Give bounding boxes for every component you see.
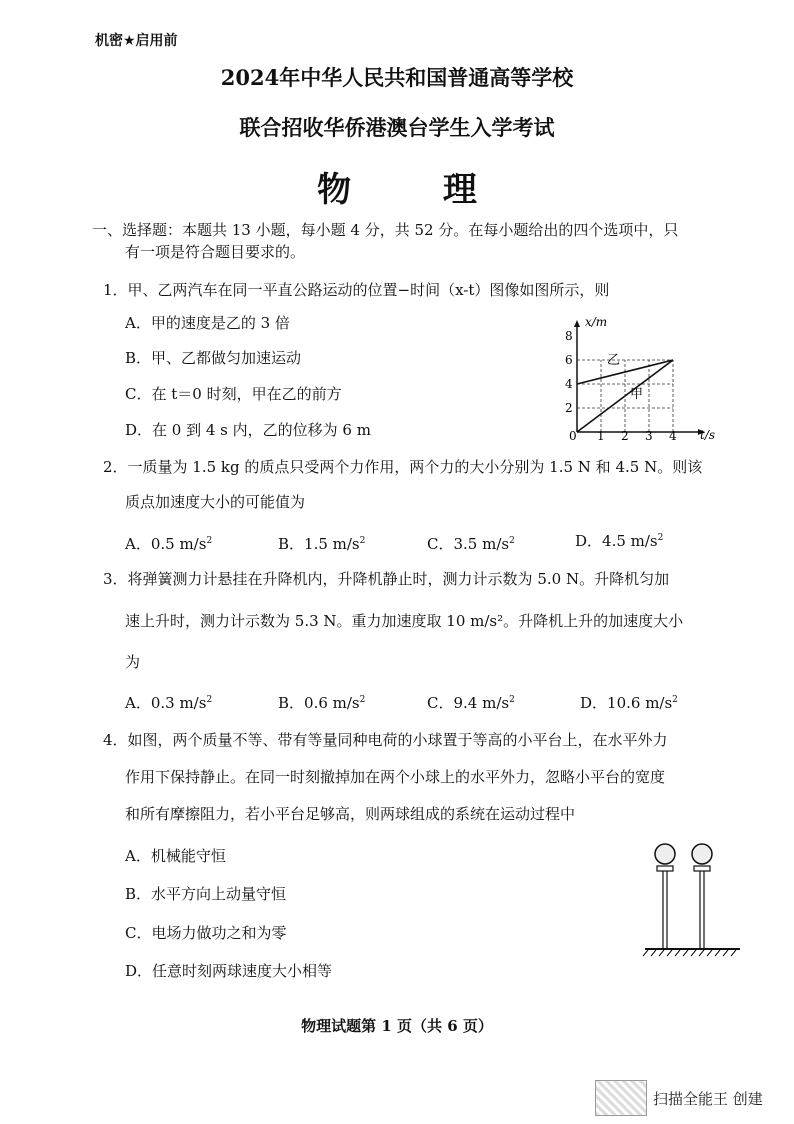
origin-label: 0 bbox=[569, 429, 577, 443]
q1-stem: 1．甲、乙两汽车在同一平直公路运动的位置−时间（x-t）图像如图所示，则 bbox=[103, 281, 610, 299]
exam-title-line1: 2024年中华人民共和国普通高等学校 bbox=[220, 65, 574, 90]
q3-stem-line1: 3．将弹簧测力计悬挂在升降机内，升降机静止时，测力计示数为 5.0 N。升降机匀加 bbox=[103, 570, 670, 588]
q4-option-c: C．电场力做功之和为零 bbox=[125, 924, 287, 942]
q3-stem-line2: 速上升时，测力计示数为 5.3 N。重力加速度取 10 m/s²。升降机上升的加速度大小 bbox=[125, 612, 684, 630]
q1-option-a: A．甲的速度是乙的 3 倍 bbox=[125, 314, 290, 332]
q3-option-b: B．0.6 $m/s^2$ bbox=[278, 694, 366, 712]
platform-right bbox=[694, 866, 710, 871]
ball-right bbox=[692, 844, 712, 864]
y-axis-arrow bbox=[574, 320, 580, 327]
q2-option-c: C．3.5 $m/s^2$ bbox=[427, 535, 515, 553]
x-tick-label: 1 bbox=[597, 429, 605, 443]
ball-left bbox=[655, 844, 675, 864]
section1-intro-line2: 有一项是符合题目要求的。 bbox=[125, 243, 306, 261]
series-label-jia: 甲 bbox=[630, 387, 644, 402]
ground-hatch bbox=[643, 950, 736, 956]
x-tick-label: 4 bbox=[669, 429, 677, 443]
q1-option-d: D．在 0 到 4 s 内，乙的位移为 6 m bbox=[125, 421, 371, 439]
q4-two-balls-figure bbox=[640, 838, 745, 968]
q2-option-b: B．1.5 $m/s^2$ bbox=[278, 535, 366, 553]
x-tick-label: 2 bbox=[621, 429, 629, 443]
y-axis-label: x/m bbox=[585, 315, 608, 329]
q4-stem-line1: 4．如图，两个质量不等、带有等量同种电荷的小球置于等高的小平台上，在水平外力 bbox=[103, 731, 668, 749]
y-tick-label: 6 bbox=[565, 353, 573, 367]
platform-left bbox=[657, 866, 673, 871]
scanner-watermark-text: 扫描全能王 创建 bbox=[653, 1089, 763, 1108]
q4-stem-line2: 作用下保持静止。在同一时刻撤掉加在两个小球上的水平外力，忽略小平台的宽度 bbox=[125, 768, 666, 786]
subject-title: 物 理 bbox=[317, 170, 517, 210]
q3-stem-line3: 为 bbox=[125, 653, 141, 671]
q2-stem-line1: 2．一质量为 1.5 kg 的质点只受两个力作用，两个力的大小分别为 1.5 N 和 4.5 N。则该 bbox=[103, 458, 703, 476]
q4-option-d: D．任意时刻两球速度大小相等 bbox=[125, 962, 333, 980]
chart-ticks bbox=[565, 329, 677, 443]
exam-title-line2: 联合招收华侨港澳台学生入学考试 bbox=[239, 115, 555, 140]
page-footer: 物理试题第 1 页（共 6 页） bbox=[301, 1017, 493, 1035]
q2-option-a: A．0.5 $m/s^2$ bbox=[125, 535, 213, 553]
q2-option-d: D．4.5 $m/s^2$ bbox=[575, 532, 664, 550]
q3-option-a: A．0.3 $m/s^2$ bbox=[125, 694, 213, 712]
series-label-yi: 乙 bbox=[607, 353, 621, 368]
x-axis-label: t/s bbox=[700, 428, 715, 442]
q4-option-b: B．水平方向上动量守恒 bbox=[125, 885, 287, 903]
scanner-logo-icon bbox=[595, 1080, 647, 1116]
q1-xt-chart bbox=[555, 312, 715, 447]
q3-option-c: C．9.4 $m/s^2$ bbox=[427, 694, 515, 712]
y-tick-label: 8 bbox=[565, 329, 573, 343]
q4-option-a: A．机械能守恒 bbox=[125, 847, 226, 865]
q2-stem-line2: 质点加速度大小的可能值为 bbox=[125, 493, 306, 511]
q1-option-c: C．在 t＝0 时刻，甲在乙的前方 bbox=[125, 385, 342, 403]
q4-stem-line3: 和所有摩擦阻力，若小平台足够高，则两球组成的系统在运动过程中 bbox=[125, 805, 576, 823]
scanner-watermark bbox=[595, 1080, 763, 1116]
y-tick-label: 4 bbox=[565, 377, 573, 391]
x-tick-label: 3 bbox=[645, 429, 653, 443]
y-tick-label: 2 bbox=[565, 401, 573, 415]
q1-option-b: B．甲、乙都做匀加速运动 bbox=[125, 349, 302, 367]
confidential-label: 机密★启用前 bbox=[95, 33, 178, 49]
q3-option-d: D．10.6 $m/s^2$ bbox=[580, 694, 678, 712]
section1-intro-line1: 一、选择题：本题共 13 小题，每小题 4 分，共 52 分。在每小题给出的四个选项中，只 bbox=[92, 221, 679, 239]
